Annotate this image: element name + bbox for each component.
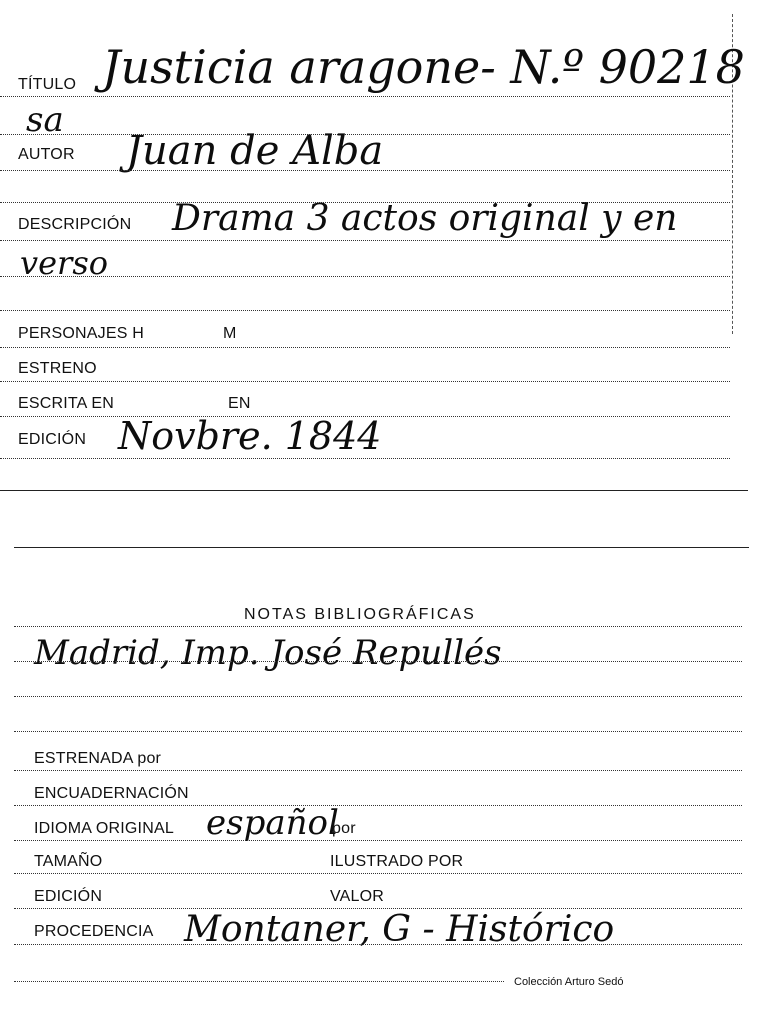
idioma-line [14,840,742,841]
valor-label: VALOR [330,888,385,905]
notas-value: Madrid, Imp. José Repullés [34,633,502,673]
procedencia-label: PROCEDENCIA [34,923,154,940]
edicion-label: EDICIÓN [18,431,87,448]
autor-line [0,170,730,171]
blank-line-2 [0,310,730,311]
card-top-edge [14,547,749,548]
edicion-line [0,458,730,459]
autor-label: AUTOR [18,146,75,163]
edicion-value: Novbre. 1844 [118,414,382,458]
titulo-label: TÍTULO [18,76,77,93]
personajes-m-label: M [223,325,237,342]
idioma-por-label: por [332,820,356,837]
edicion-label-2: EDICIÓN [34,888,103,905]
notas-value-line [14,661,742,662]
idioma-value: español [206,803,339,843]
notas-heading: NOTAS BIBLIOGRÁFICAS [244,606,476,623]
descripcion-cont-line [0,276,730,277]
titulo-value: Justicia aragone- N.º 90218 [102,40,745,94]
estrenada-line [14,770,742,771]
descripcion-value: Drama 3 actos original y en [172,198,678,239]
tamano-line [14,873,742,874]
idioma-label: IDIOMA ORIGINAL [34,820,174,837]
descripcion-label: DESCRIPCIÓN [18,216,132,233]
encuadernacion-label: ENCUADERNACIÓN [34,785,189,802]
estreno-line [0,381,730,382]
blank-line-3 [14,696,742,697]
autor-value: Juan de Alba [126,128,384,174]
titulo-continuation: sa [26,100,64,140]
card-bottom-edge [0,490,748,491]
catalog-card-top [0,0,759,495]
estreno-label: ESTRENO [18,360,97,377]
personajes-line [0,347,730,348]
descripcion-line [0,240,730,241]
estrenada-label: ESTRENADA por [34,750,162,767]
catalog-card-bottom [0,545,759,1028]
bottom-line [14,981,504,982]
notas-line [14,626,742,627]
ilustrado-label: ILUSTRADO POR [330,853,464,870]
tamano-label: TAMAÑO [34,853,103,870]
encuadernacion-line [14,805,742,806]
personajes-label: PERSONAJES H [18,325,144,342]
escrita-label: ESCRITA EN [18,395,114,412]
procedencia-value: Montaner, G - Histórico [184,909,615,950]
escrita-en-label: EN [228,395,251,412]
coleccion-stamp: Colección Arturo Sedó [514,976,624,988]
blank-line-4 [14,731,742,732]
titulo-line [0,96,730,97]
procedencia-line [14,944,742,945]
descripcion-continuation: verso [20,244,108,282]
